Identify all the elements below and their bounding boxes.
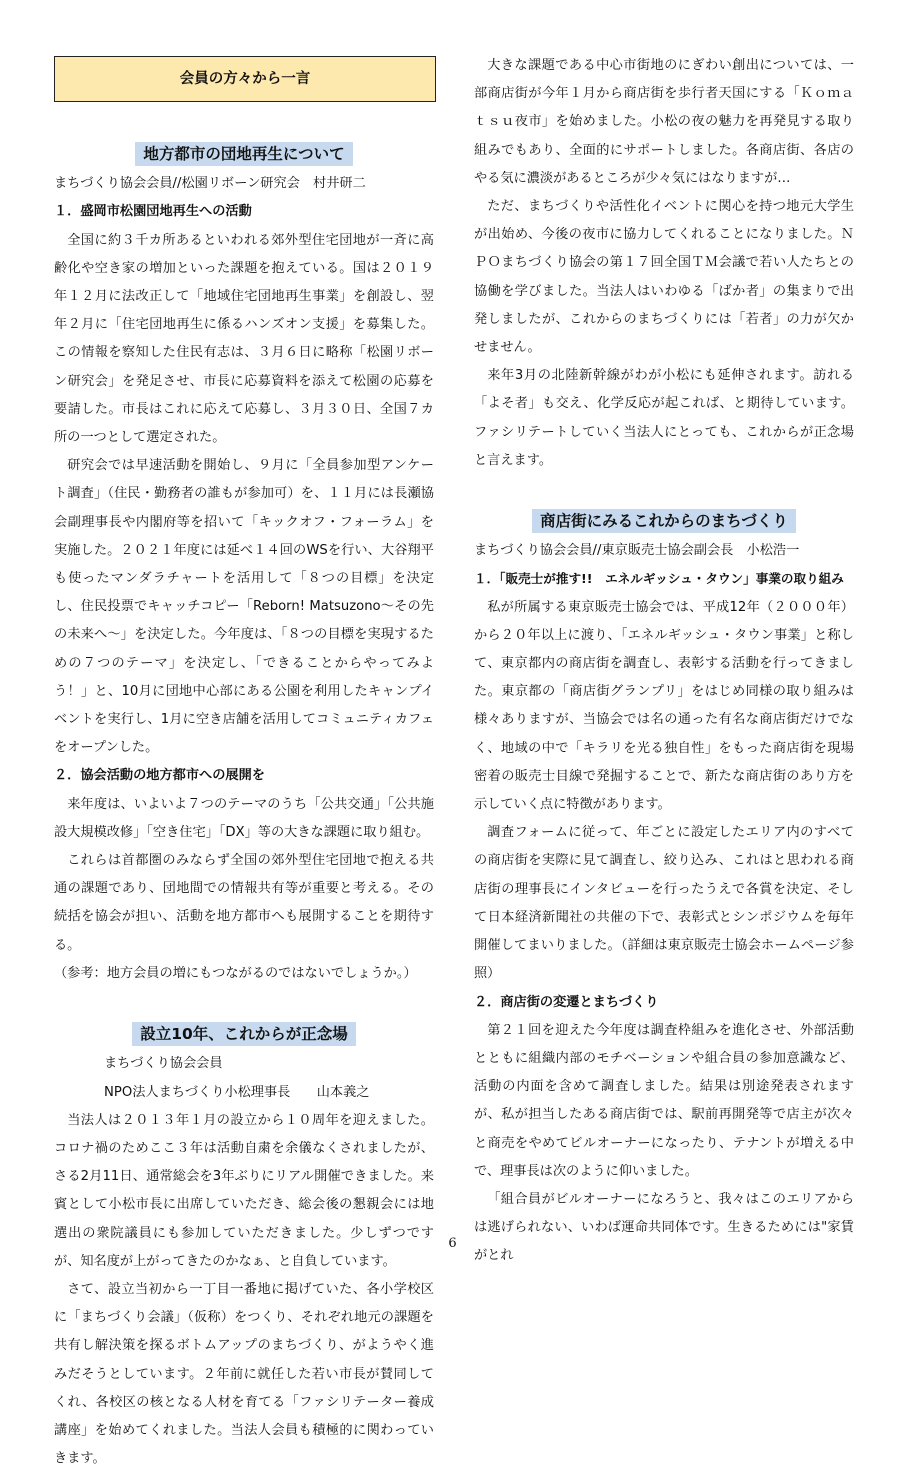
paragraph: 研究会では早速活動を開始し、９月に「全員参加型アンケート調査」（住民・勤務者の誰もが参加可）を、１１月には長瀬協会副理事長や内閣府等を招いて「キックオフ・フォーラム」を実施した。２０２１年度には延べ１４回のWSを行い、大谷翔平も使ったマンダラチャートを活用して「８つの目標」を決定し、住民投票でキャッチコピー「Reborn! Matsuzono〜その先の未来へ〜」を決定した。今年度は、「８つの目標を実現するための７つのテーマ」を決定し、「できることからやってみよう！」と、10月に団地中心部にある公園を利用したキャンプイベントを実行し、1月に空き店舗を活用してコミュニティカフェをオープンした。 <box>54 458 434 756</box>
left-column <box>54 52 434 1473</box>
subheading: ２．商店街の変遷とまちづくり <box>474 994 659 1010</box>
paragraph: 私が所属する東京販売士協会では、平成12年（２０００年）から２０年以上に渡り、「エネルギッシュ・タウン事業」と称して、東京都内の商店街を調査し、表彰する活動を行ってきました。東京都の「商店街グランプリ」をはじめ同様の取り組みは様々ありますが、当協会では名の通った有名な商店街だけでなく、地域の中で「キラリを光る独自性」をもった商店街を現場密着の販売士目線で発掘することで、新たな商店街のあり方を示していく点に特徴があります。 <box>474 599 854 813</box>
paragraph: ただ、まちづくりや活性化イベントに関心を持つ地元大学生が出始め、今後の夜市に協力してくれることになりました。ＮＰＯまちづくり協会の第１７回全国ＴＭ会議で若い人たちとの協働を学びました。当法人はいわゆる「ばか者」の集まりで出発しましたが、これからのまちづくりには「若者」の力が欠かせません。 <box>474 199 854 356</box>
article-title: 商店街にみるこれからのまちづくり <box>532 509 796 533</box>
page-number: 6 <box>448 1236 457 1251</box>
subheading: ２．協会活動の地方都市への展開を <box>54 768 265 784</box>
byline: NPO法人まちづくり小松理事長 山本義之 <box>104 1084 370 1100</box>
article-title: 設立10年、これからが正念場 <box>132 1022 356 1046</box>
byline: まちづくり協会会員//東京販売士協会副会長 小松浩一 <box>474 543 800 559</box>
paragraph: 第２１回を迎えた今年度は調査枠組みを進化させ、外部活動とともに組織内部のモチベーションや組合員の参加意識など、活動の内面を含めて調査しました。結果は別途発表されますが、私が担当したある商店街では、駅前再開発等で店主が次々と商売をやめてビルオーナーになったり、テナントが増える中で、理事長は次のように仰いました。 <box>474 1022 854 1179</box>
note: （参考：地方会員の増にもつながるのではないでしょうか。） <box>54 965 417 981</box>
subheading: １．「販売士が推す!! エネルギッシュ・タウン」事業の取り組み <box>474 571 844 587</box>
paragraph: 大きな課題である中心市街地のにぎわい創出については、一部商店街が今年１月から商店街を歩行者天国にする「Ｋｏｍａｔｓｕ夜市」を始めました。小松の夜の魅力を再発見する取り組みでもあり、全面的にサポートしました。各商店街、各店のやる気に濃淡があるところが少々気にはなりますが… <box>474 58 854 186</box>
paragraph: 来年3月の北陸新幹線がわが小松にも延伸されます。訪れる「よそ者」も交え、化学反応が起これば、と期待しています。ファシリテートしていく当法人にとっても、これからが正念場と言えます。 <box>474 368 854 468</box>
paragraph: さて、設立当初から一丁目一番地に掲げていた、各小学校区に「まちづくり会議」（仮称）をつくり、それぞれ地元の課題を共有し解決策を探るボトムアップのまちづくり、がようやく進みだそうとしています。２年前に就任した若い市長が賛同してくれ、各校区の核となる人材を育てる「ファシリテーター養成講座」を始めてくれました。当法人会員も積極的に関わっていきます。 <box>54 1281 434 1467</box>
paragraph: 「組合員がビルオーナーになろうと、我々はこのエリアからは逃げられない、いわば運命共同体です。生きるためには"家賃がとれ <box>474 1191 854 1264</box>
subheading: １．盛岡市松園団地再生への活動 <box>54 204 252 220</box>
byline: まちづくり協会会員 <box>104 1056 223 1072</box>
byline: まちづくり協会会員//松園リボーン研究会 村井研二 <box>54 176 366 192</box>
paragraph: 調査フォームに従って、年ごとに設定したエリア内のすべての商店街を実際に見て調査し、絞り込み、これはと思われる商店街の理事長にインタビューを行ったうえで各賞を決定、そして日本経済新聞社の共催の下で、表彰式とシンポジウムを毎年開催してまいりました。（詳細は東京販売士協会ホームページ参照） <box>474 825 854 982</box>
paragraph: 来年度は、いよいよ７つのテーマのうち「公共交通」「公共施設大規模改修」「空き住宅」「DX」等の大きな課題に取り組む。 <box>54 796 434 840</box>
article-title: 地方都市の団地再生について <box>135 142 352 166</box>
section-header-box: 会員の方々から一言 <box>54 56 436 102</box>
right-column <box>474 52 854 1271</box>
paragraph: 全国に約３千カ所あるといわれる郊外型住宅団地が一斉に高齢化や空き家の増加といった課題を抱えている。国は２０１９年１２月に法改正して「地域住宅団地再生事業」を創設し、翌年２月に「住宅団地再生に係るハンズオン支援」を募集した。この情報を察知した住民有志は、３月６日に略称「松園リボーン研究会」を発足させ、市長に応募資料を添えて松園の応募を要請した。市長はこれに応えて応募し、３月３０日、全国７カ所の一つとして選定された。 <box>54 232 434 446</box>
paragraph: これらは首都圏のみならず全国の郊外型住宅団地で抱える共通の課題であり、団地間での情報共有等が重要と考える。その続括を協会が担い、活動を地方都市へも展開することを期待する。 <box>54 853 434 953</box>
paragraph: 当法人は２０１３年１月の設立から１０周年を迎えました。コロナ禍のためここ３年は活動自粛を余儀なくされましたが、さる2月11日、通常総会を3年ぶりにリアル開催できました。来賓として小松市長に出席していただき、総会後の懇親会には地選出の衆院議員にも参加していただきました。少しずつですが、知名度が上がってきたのかなぁ、と自負しています。 <box>54 1112 434 1269</box>
